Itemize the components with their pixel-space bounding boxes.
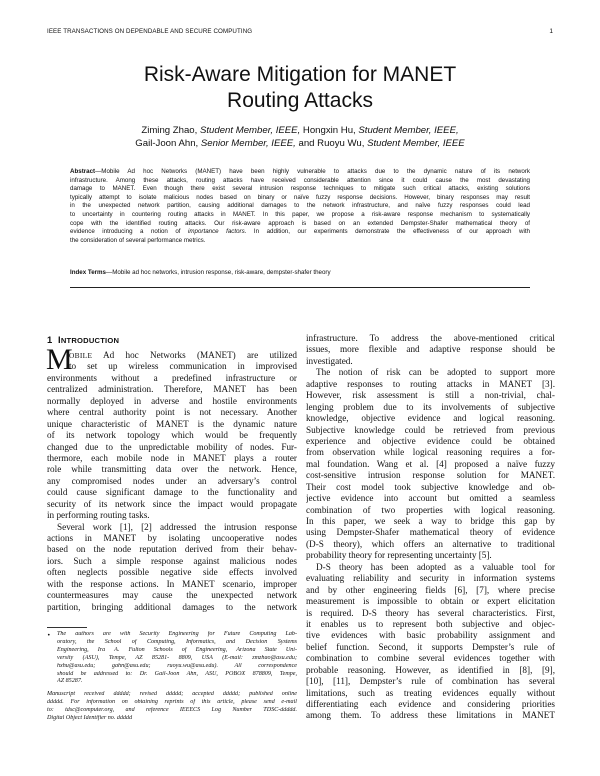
body-line: to set up wireless communication in improvised xyxy=(69,361,297,372)
body-line: based on the node reputation derived from their behav- xyxy=(47,544,297,555)
footnote-line: Digital Object Identifier no. ddddd xyxy=(47,714,133,721)
body-line: issues, more flexible and adaptive response should be xyxy=(306,344,555,355)
abstract-line: the consideration of several performance metrics. xyxy=(70,236,206,244)
header-divider xyxy=(70,287,530,288)
body-line: Their cost model took subjective knowledge and ob- xyxy=(306,481,555,492)
body-line: investigated. xyxy=(306,355,353,366)
body-line: differentiating each evidence and considering priorities xyxy=(306,699,555,709)
title-line-2: Routing Attacks xyxy=(227,89,373,112)
footnote-line: versity (ASU), Tempe, AZ 85281- 8809, USA (E-mail: zmzhao@asu.edu; xyxy=(57,654,297,661)
author-role: Student Member, IEEE, xyxy=(199,125,301,136)
author-name: Hongxin Hu, xyxy=(302,125,356,136)
footnote-line: oratory, the School of Computing, Informatics, and Decision Systems xyxy=(57,638,297,645)
abstract-line: damage to MANET. Even though there exist several intrusion response techniques to mitigate such critical attacks, existing solutions xyxy=(70,185,530,193)
drop-cap: M xyxy=(46,343,73,376)
body-line: it enables us to represent both subjective and objec- xyxy=(306,618,555,629)
author-role: Student Member, IEEE xyxy=(367,138,465,149)
section-title: NTRODUCTION xyxy=(60,336,120,345)
body-line: thermore, each mobile node in MANET plays a router xyxy=(47,452,297,463)
abstract-label: Abstract xyxy=(70,168,96,175)
body-line: using Dempster-Shafer mathematical theory of evidence xyxy=(306,527,555,538)
index-terms xyxy=(70,269,530,276)
footnote-bullet: • xyxy=(47,632,51,639)
author-block xyxy=(60,124,540,150)
author-name: Ziming Zhao, xyxy=(141,125,198,136)
author-role: Senior Member, IEEE, xyxy=(200,138,296,149)
index-terms-label: Index Terms xyxy=(70,269,106,276)
body-line: measurement is impossible to obtain or expert elicitation xyxy=(306,596,555,607)
body-line: mal foundation. Wang et al. [4] proposed a naïve fuzzy xyxy=(306,458,555,469)
body-line: actions in MANET by isolating uncooperative nodes xyxy=(47,533,297,543)
title-line-1: Risk-Aware Mitigation for MANET xyxy=(143,63,457,86)
body-line: In this paper, we seek a way to bridge this gap by xyxy=(306,516,555,526)
body-line: security of its network since the impact would propagate xyxy=(47,498,297,509)
body-line: partition, bringing additional damages to the network xyxy=(47,601,297,612)
author-role: Student Member, IEEE, xyxy=(358,125,459,136)
footnote-line: should be addressed to: Dr. Gail-Joon Ahn, ASU, POBOX 878809, Tempe, xyxy=(57,670,297,677)
body-line: combination to combine several evidences together with xyxy=(306,653,555,664)
body-line: jective evidence into account but omitted a seamless xyxy=(306,493,555,504)
body-line: centralized administration. Therefore, MANET has been xyxy=(47,384,297,395)
body-line: belief function. Second, it supports Dempster’s rule of xyxy=(306,641,555,652)
body-line: OBILE Ad hoc Networks (MANET) are utilized xyxy=(69,350,297,360)
author-line-1 xyxy=(60,124,540,137)
author-line-2 xyxy=(60,137,540,150)
abstract xyxy=(70,168,530,245)
manuscript-note xyxy=(47,691,297,723)
body-line: changed due to the unpredictable mobility of nodes. Fur- xyxy=(47,441,297,452)
body-line: countermeasures may cause the unexpected network xyxy=(47,590,297,601)
body-line: could cause significant damage to the functionality and xyxy=(47,487,297,498)
abstract-line: to uncertainty in countering routing attacks in MANET. In this paper, we propose a risk-aware response mechanism to systematically xyxy=(70,210,530,218)
body-line: normally deployed in adverse and hostile environments xyxy=(47,395,297,406)
abstract-line: evidence introducing a notion of importance factors. In addition, our experiments demonstrate the effectiveness of our approach with xyxy=(70,228,530,236)
body-line: tive evidences with basic probability assignment and xyxy=(306,630,555,641)
body-line: with the response actions. In MANET scenario, improper xyxy=(47,578,297,589)
body-line: Several work [1], [2] addressed the intrusion response xyxy=(57,521,297,532)
body-line: [10], [11], Dempster’s rule of combination has several xyxy=(306,676,555,687)
body-line: knowledge, objective evidence and logical reasoning. xyxy=(306,413,555,424)
body-line: The notion of risk can be adopted to support more xyxy=(316,367,555,378)
footnote-line: to: tdsc@computer.org, and reference IEEECS Log Number TDSC-ddddd. xyxy=(47,706,297,713)
affiliation-footnote xyxy=(57,631,297,686)
footnote-line: hxhu@asu.edu; gahn@asu.edu; ruoyu.wu@asu.edu). All correspondence xyxy=(57,662,297,669)
abstract-line: Abstract—Mobile Ad hoc Networks (MANET) have been highly vulnerable to attacks due to the dynamic nature of its network xyxy=(70,168,530,175)
body-line: among them. To address these limitations in MANET xyxy=(306,710,555,721)
body-line: However, risk assessment is still a non-trivial, chal- xyxy=(306,390,555,401)
section-heading: 1 INTRODUCTION xyxy=(47,334,120,345)
footnote-line: Manuscript received ddddd; revised ddddd; accepted ddddd; published online xyxy=(47,691,297,697)
page-number: 1 xyxy=(549,28,553,35)
body-line: of its network topology which would be frequently xyxy=(47,430,297,441)
body-line: where central authority point is not necessary. Another xyxy=(47,407,297,418)
body-line: cost-sensitive intrusion response solution for MANET. xyxy=(306,470,555,481)
body-line: is required. D-S theory has several characteristics. First, xyxy=(306,607,555,618)
footnote-divider xyxy=(47,627,87,628)
body-line: iors. Such a simple response against malicious nodes xyxy=(47,555,297,566)
body-line: unique characteristic of MANET is the dynamic nature xyxy=(47,418,297,429)
body-line: experience and objective evidence could be obtained xyxy=(306,435,555,446)
body-line: role while transmitting data over the network. Hence, xyxy=(47,464,297,475)
body-line: in performing routing tasks. xyxy=(47,510,150,521)
paper-title xyxy=(60,62,540,114)
footnote-line: Engineering, Ira A. Fulton Schools of Engineering, Arizona State Uni- xyxy=(57,646,297,653)
abstract-emphasis: importance factors xyxy=(188,228,245,236)
body-line: limitations, such as treating evidences equally without xyxy=(306,687,555,698)
body-line: environments without a predefined infrastructure or xyxy=(47,372,297,383)
abstract-line: infrastructure. Among these attacks, routing attacks have received considerable attention since it could cause the most devastating xyxy=(70,176,530,184)
section-number: 1 xyxy=(47,334,53,345)
left-column xyxy=(47,350,297,613)
author-name: and Ruoyu Wu, xyxy=(298,138,365,149)
running-head: IEEE TRANSACTIONS ON DEPENDABLE AND SECURE COMPUTING xyxy=(47,28,253,35)
abstract-line: cope with the identified routing attacks. Our risk-aware approach is based on an extended Dempster-Shafer mathematical theory of xyxy=(70,219,530,227)
body-line: probability theory for representing uncertainty [5]. xyxy=(306,550,492,561)
footnote-line: AZ 85287. xyxy=(57,678,83,685)
abstract-line: typically attempt to isolate malicious nodes based on binary or naïve fuzzy response decisions. However, binary responses may result xyxy=(70,193,530,201)
body-line: infrastructure. To address the above-mentioned critical xyxy=(306,333,555,343)
right-column xyxy=(306,333,555,722)
footnote-line: ddddd. For information on obtaining reprints of this article, please send e-mail xyxy=(47,698,297,705)
body-line: often neglects possible negative side effects involved xyxy=(47,567,297,578)
body-line: probable reasoning. However, as identified in [8], [9], xyxy=(306,664,555,675)
body-line: Subjective knowledge could be retrieved from previous xyxy=(306,424,555,435)
footnote-line: The authors are with Security Engineering for Future Computing Lab- xyxy=(57,631,297,637)
body-line: D-S theory has been adopted as a valuable tool for xyxy=(316,561,555,572)
author-name: Gail-Joon Ahn, xyxy=(135,138,199,149)
index-terms-text: —Mobile ad hoc networks, intrusion response, risk-aware, dempster-shafer theory xyxy=(106,269,331,276)
body-line: and by other engineering fields [6], [7], where precise xyxy=(306,584,555,595)
body-line: combination of two properties with logical reasoning. xyxy=(306,504,555,515)
body-line: (D-S theory), which offers an alternative to traditional xyxy=(306,538,555,549)
body-line: adaptive responses to routing attacks in MANET [3]. xyxy=(306,378,555,389)
body-line: from observation while logical reasoning requires a for- xyxy=(306,447,555,458)
abstract-line: in the unexpected network partition, causing additional damages to the network infrastructure, and naïve fuzzy responses could lead xyxy=(70,202,530,210)
body-line: any compromised nodes under an adversary’s control xyxy=(47,475,297,486)
body-line: evaluating reliability and security in information systems xyxy=(306,573,555,584)
body-line: lenging problem due to its involvements of subjective xyxy=(306,401,555,412)
